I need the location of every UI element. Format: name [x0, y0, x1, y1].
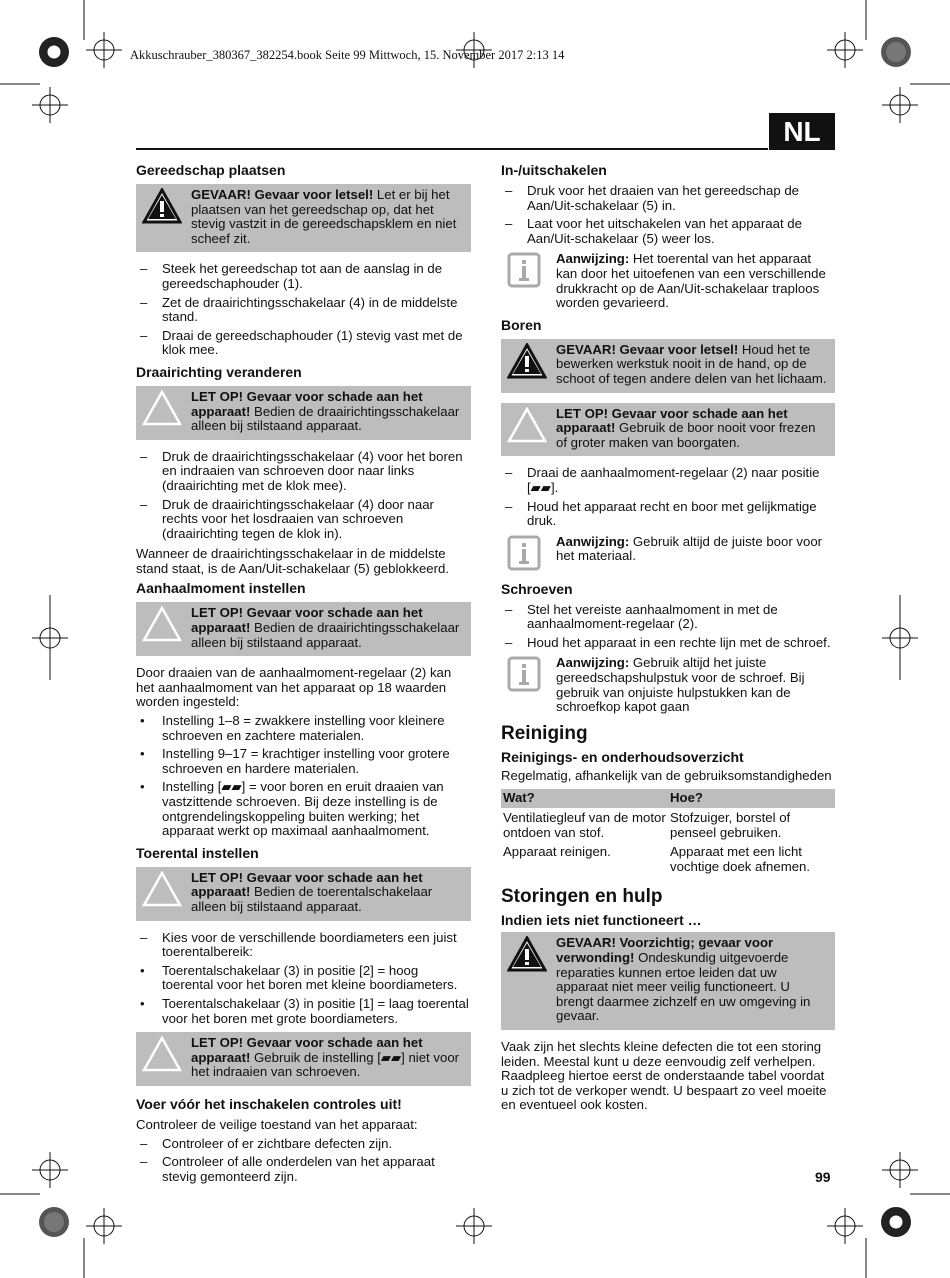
list-item: – Kies voor de verschillende boordiameters een juist toerentalbereik:	[140, 929, 457, 960]
note-label: Aanwijzing:	[556, 533, 630, 549]
section-title: Toerental instellen	[136, 844, 259, 861]
warning-label: LET OP! Gevaar voor schade aan het apparaat!	[191, 1035, 423, 1065]
caution-box	[136, 386, 471, 440]
list-item: • Instelling [▰▰] = voor boren en eruit draaien van vastzittende schroeven. Bij deze instelling is de ontgrendelingskoppeling buiten werking; het apparaat werkt op maximaal aanhaalmoment.	[140, 779, 444, 839]
danger-box	[501, 339, 835, 393]
caution-box	[136, 867, 471, 921]
danger-box	[501, 932, 835, 1030]
caution-box	[136, 1032, 471, 1086]
warning-solid-icon	[142, 188, 182, 224]
list-item: – Controleer of er zichtbare defecten zijn.	[140, 1135, 393, 1151]
list-item: – Steek het gereedschap tot aan de aanslag in de gereedschaphouder (1).	[140, 261, 443, 291]
warning-outline-icon	[142, 1036, 182, 1072]
note-text: Gebruik altijd het juiste gereedschapshulpstuk voor de schroef. Bij gebruik van onjuiste hulpstukken kan de schroefkop kapot gaan	[556, 655, 805, 715]
section-title: Schroeven	[501, 580, 573, 597]
table-header: Wat?	[501, 789, 668, 808]
speed-list	[136, 931, 471, 1027]
warning-solid-icon	[507, 343, 547, 379]
table-cell: Apparaat reinigen.	[503, 844, 611, 860]
print-header: Akkuschrauber_380367_382254.book Seite 99 Mittwoch, 15. November 2017 2:13 14	[130, 48, 565, 62]
section-title: Aanhaalmoment instellen	[136, 580, 306, 597]
info-icon	[507, 535, 541, 571]
list-item: – Druk de draairichtingsschakelaar (4) voor het boren en indraaien van schroeven door naar links (draairichting met de klok mee).	[140, 448, 463, 493]
warning-label: GEVAAR! Voorzichtig; gevaar voor verwonding!	[556, 935, 774, 965]
danger-box	[136, 184, 471, 252]
warning-text: Houd het te bewerken werkstuk nooit in de hand, op de schoot of tegen andere delen van het lichaam.	[556, 341, 827, 386]
left-column	[136, 158, 471, 1190]
list-item: – Laat voor het uitschakelen van het apparaat de Aan/Uit-schakelaar (5) weer los.	[505, 216, 802, 246]
list-item: – Houd het apparaat in een rechte lijn met de schroef.	[505, 634, 831, 650]
paragraph: Vaak zijn het slechts kleine defecten die tot een storing leiden. Meestal kunt u deze eenvoudig zelf verhelpen. Raadpleeg hiertoe eerst de onderstaande tabel voordat u zich tot de verkoper wendt. U bespaart zo veel moeite en eventueel ook kosten.	[501, 1038, 827, 1113]
section-title: Voer vóór het inschakelen controles uit!	[136, 1095, 402, 1112]
warning-outline-icon	[142, 606, 182, 642]
paragraph: Controleer de veilige toestand van het apparaat:	[136, 1116, 418, 1132]
warning-text: Bedien de draairichtingsschakelaar alleen bij stilstaand apparaat.	[191, 620, 460, 650]
warning-label: LET OP! Gevaar voor schade aan het apparaat!	[191, 388, 423, 419]
info-icon	[507, 252, 541, 288]
warning-text: Gebruik de instelling [▰▰] niet voor het indraaien van schroeven.	[191, 1049, 460, 1080]
right-column	[501, 158, 835, 1117]
list-item: – Stel het vereiste aanhaalmoment in met de aanhaalmoment-regelaar (2).	[505, 601, 778, 632]
section-title: Gereedschap plaatsen	[136, 162, 286, 178]
language-tab: NL	[769, 113, 835, 150]
steps-list	[136, 450, 471, 542]
note-box	[501, 252, 835, 310]
note-box	[501, 535, 835, 575]
caution-box	[501, 403, 835, 457]
steps-list	[136, 262, 471, 358]
list-item: • Instelling 9–17 = krachtiger instelling voor grotere schroeven en hardere materialen.	[140, 746, 450, 776]
list-item: – Draai de gereedschaphouder (1) stevig vast met de klok mee.	[140, 327, 463, 358]
warning-label: LET OP! Gevaar voor schade aan het apparaat!	[191, 869, 423, 900]
chapter-title: Reiniging	[501, 722, 588, 744]
table-cell: Apparaat met een licht vochtige doek afnemen.	[670, 844, 811, 874]
list-item: – Draai de aanhaalmoment-regelaar (2) naar positie [▰▰].	[505, 465, 820, 495]
steps-list	[501, 184, 835, 246]
table-header-row	[501, 789, 835, 808]
table-cell: Ventilatiegleuf van de motor ontdoen van stof.	[503, 810, 666, 840]
maintenance-table	[501, 789, 835, 876]
settings-list	[136, 714, 471, 839]
page-number: 99	[815, 1169, 831, 1185]
warning-outline-icon	[142, 871, 182, 907]
list-item: • Toerentalschakelaar (3) in positie [1] = laag toerental voor het boren met grote boordiameters.	[140, 995, 469, 1026]
paragraph: Door draaien van de aanhaalmoment-regelaar (2) kan het aanhaalmoment van het apparaat op 18 waarden worden ingesteld:	[136, 665, 452, 710]
warning-label: LET OP! Gevaar voor schade aan het apparaat!	[191, 605, 423, 636]
warning-outline-icon	[142, 390, 182, 426]
warning-label: GEVAAR! Gevaar voor letsel!	[556, 341, 739, 357]
warning-text: Gebruik de boor nooit voor frezen of groter maken van boorgaten.	[556, 420, 816, 450]
warning-outline-icon	[507, 407, 547, 443]
list-item: • Toerentalschakelaar (3) in positie [2] = hoog toerental voor het boren met kleine boordiameters.	[140, 962, 458, 993]
list-item: – Druk de draairichtingsschakelaar (4) door naar rechts voor het losdraaien van schroeven (draairichting tegen de klok in).	[140, 496, 434, 541]
note-label: Aanwijzing:	[556, 251, 630, 267]
table-header: Hoe?	[668, 789, 835, 808]
list-item: – Controleer of alle onderdelen van het apparaat stevig gemonteerd zijn.	[140, 1154, 435, 1184]
chapter-title: Storingen en hulp	[501, 886, 663, 908]
note-label: Aanwijzing:	[556, 655, 630, 671]
warning-text: Ondeskundig uitgevoerde reparaties kunnen ertoe leiden dat uw apparaat niet meer veilig functioneert. U brengt daarmee zichzelf en uw omgeving in gevaar.	[556, 950, 811, 1024]
list-item: – Houd het apparaat recht en boor met gelijkmatige druk.	[505, 498, 817, 529]
section-title: In-/uitschakelen	[501, 162, 607, 178]
list-item: • Instelling 1–8 = zwakkere instelling voor kleinere schroeven en zachtere materialen.	[140, 713, 445, 743]
subsection-title: Indien iets niet functioneert …	[501, 912, 702, 929]
steps-list	[501, 603, 835, 651]
warning-label: GEVAAR! Gevaar voor letsel!	[191, 187, 374, 202]
paragraph: Regelmatig, afhankelijk van de gebruiksomstandigheden	[501, 767, 832, 783]
list-item: – Druk voor het draaien van het gereedschap de Aan/Uit-schakelaar (5) in.	[505, 183, 799, 213]
warning-solid-icon	[507, 936, 547, 972]
table-row	[501, 842, 835, 876]
warning-text: Bedien de draairichtingsschakelaar alleen bij stilstaand apparaat.	[191, 403, 460, 434]
caution-box	[136, 602, 471, 656]
warning-text: Let er bij het plaatsen van het gereedschap op, dat het stevig vastzit in de gereedschapsklem en niet scheef zit.	[191, 187, 457, 246]
paragraph: Wanneer de draairichtingsschakelaar in de middelste stand staat, is de Aan/Uit-schakelaar (5) geblokkeerd.	[136, 546, 450, 576]
section-title: Boren	[501, 316, 542, 333]
checks-list	[136, 1137, 471, 1185]
section-title: Draairichting veranderen	[136, 363, 302, 380]
subsection-title: Reinigings- en onderhoudsoverzicht	[501, 748, 744, 765]
warning-label: LET OP! Gevaar voor schade aan het apparaat!	[556, 405, 788, 436]
table-cell: Stofzuiger, borstel of penseel gebruiken.	[670, 810, 791, 840]
note-text: Het toerental van het apparaat kan door het uitoefenen van een verschillende drukkracht op de Aan/Uit-schakelaar traploos worden gevarieerd.	[556, 251, 826, 311]
note-text: Gebruik altijd de juiste boor voor het materiaal.	[556, 533, 823, 564]
warning-text: Bedien de toerentalschakelaar alleen bij stilstaand apparaat.	[191, 884, 433, 914]
steps-list	[501, 466, 835, 528]
list-item: – Zet de draairichtingsschakelaar (4) in de middelste stand.	[140, 294, 458, 325]
info-icon	[507, 656, 541, 692]
note-box	[501, 656, 835, 714]
table-row	[501, 808, 835, 842]
